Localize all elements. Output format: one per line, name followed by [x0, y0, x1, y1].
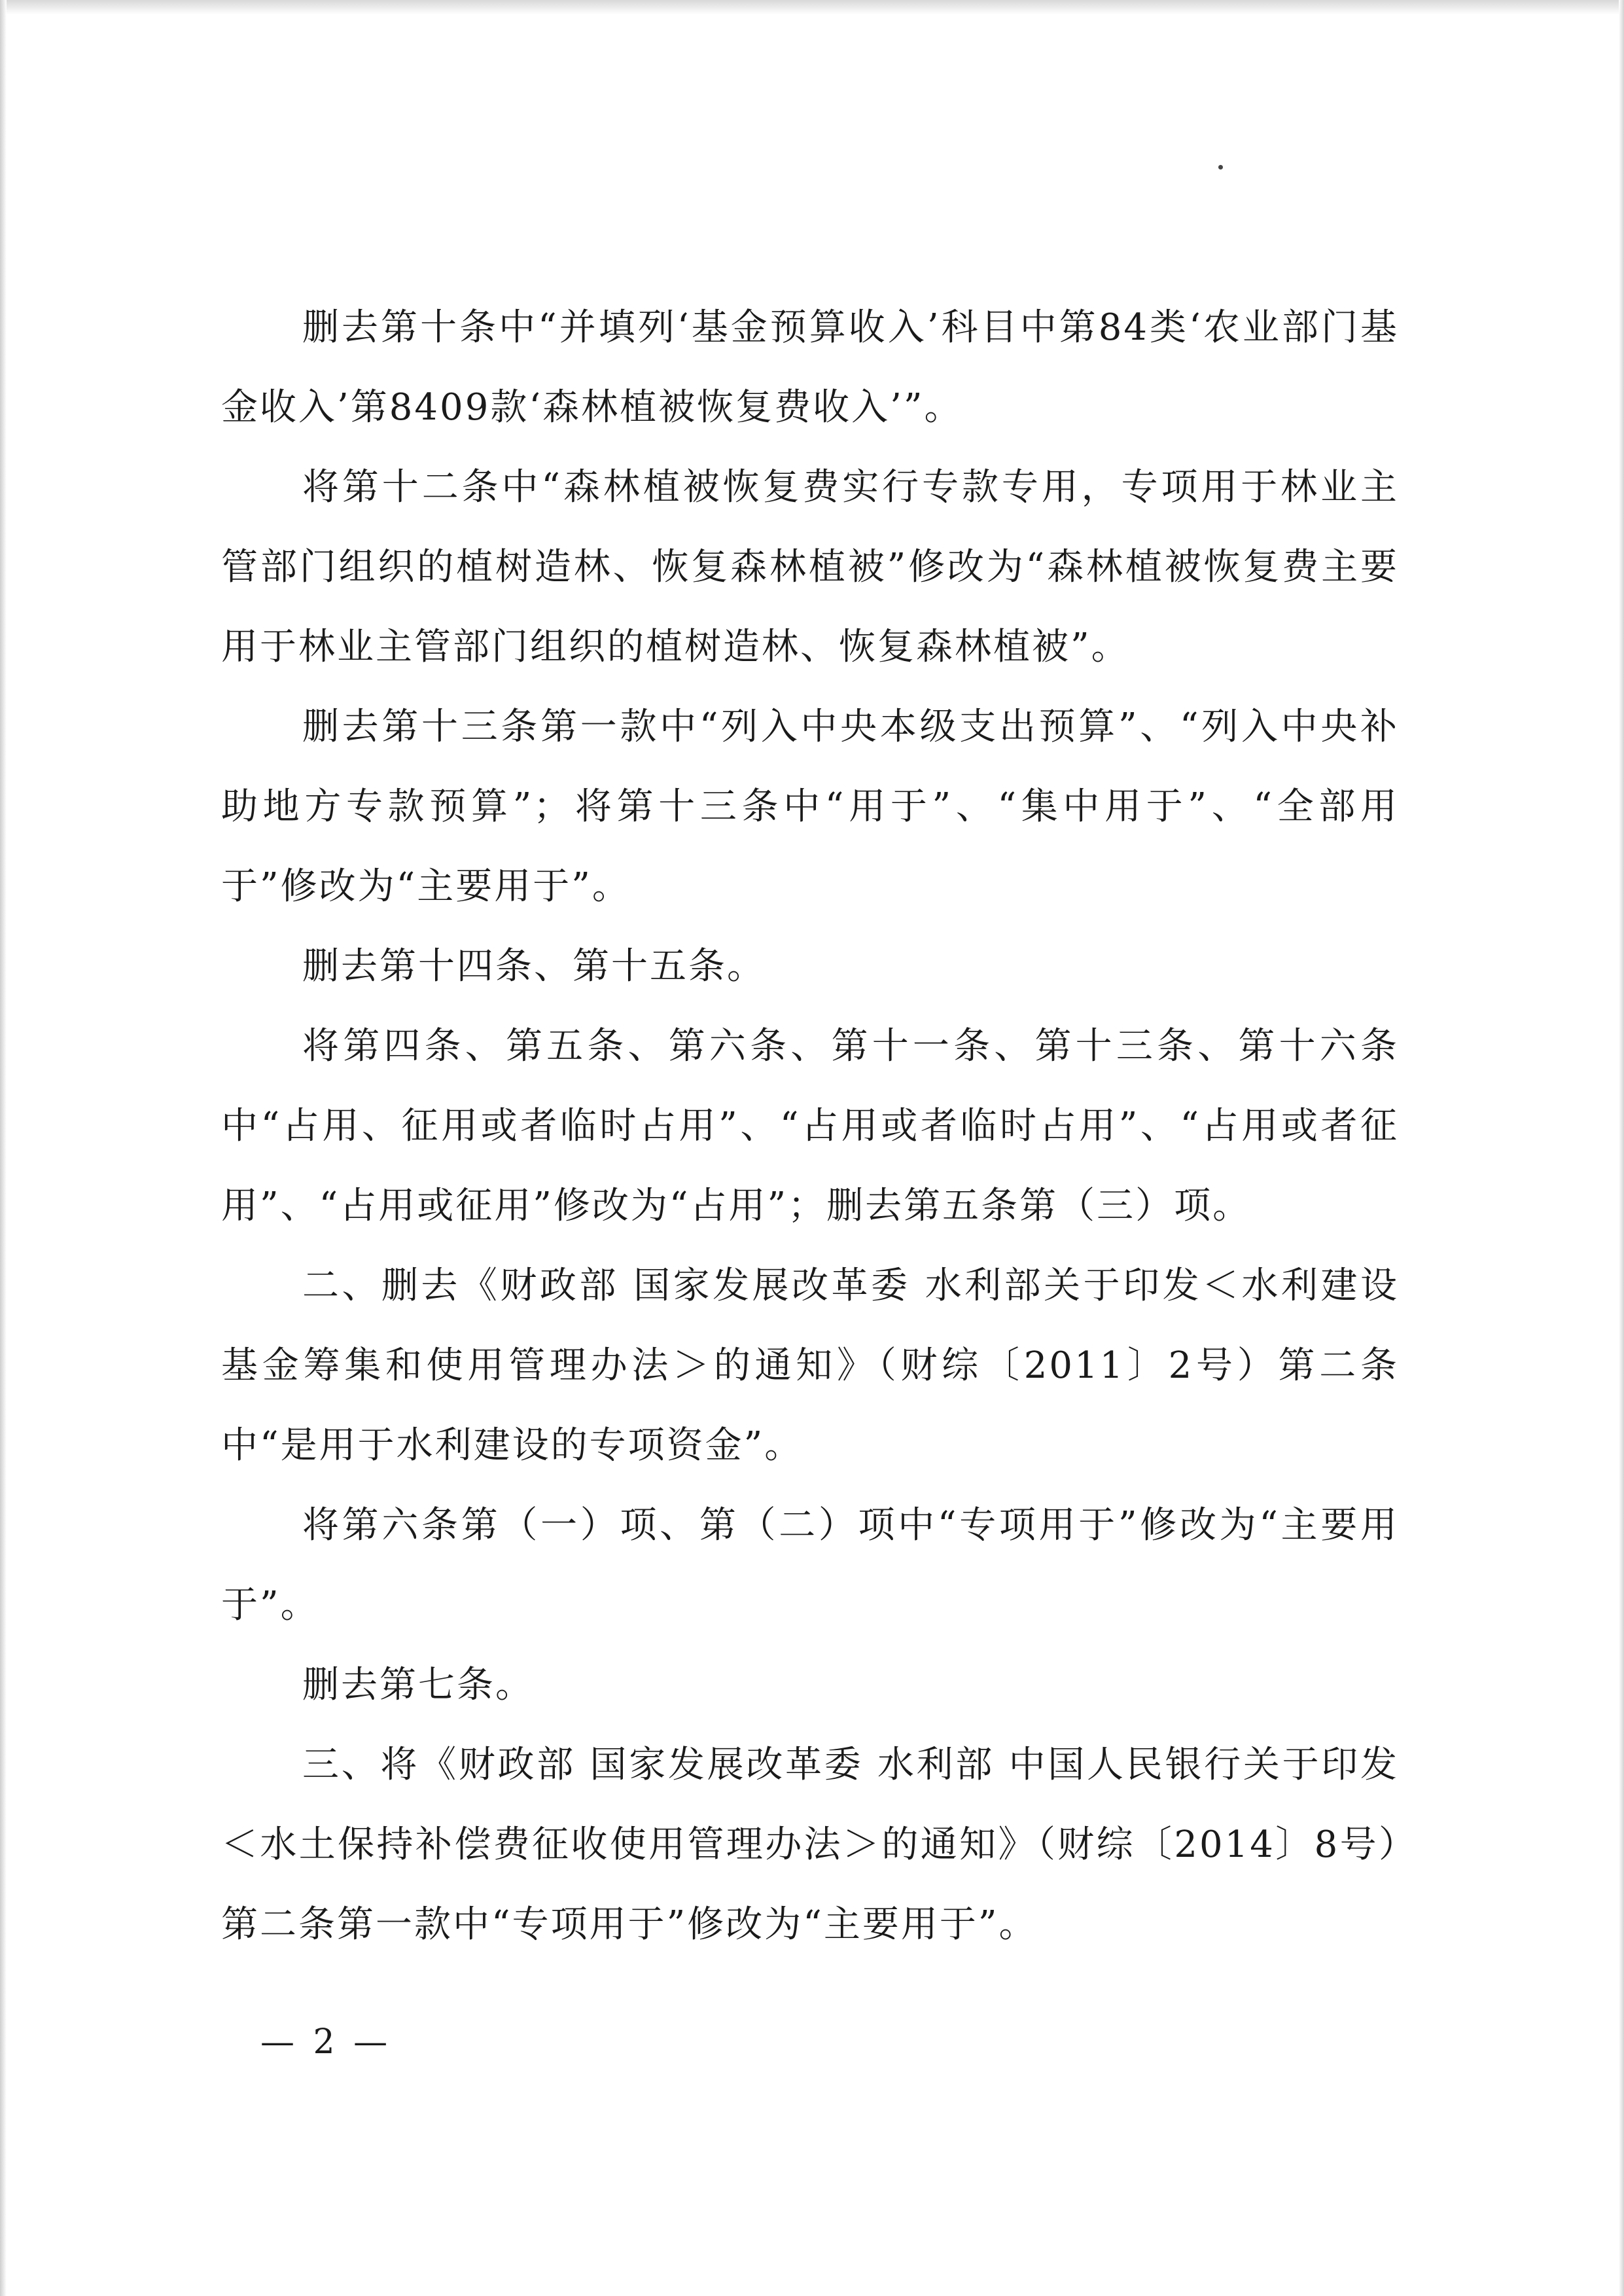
scan-edge-top	[0, 0, 1624, 14]
scan-speck	[1218, 165, 1223, 170]
document-body	[221, 288, 1399, 1965]
paragraph: 删去第七条。	[302, 1664, 534, 1706]
paragraph: 将第六条第（一）项、第（二）项中“专项用于”修改为“主要用于”。	[221, 1504, 1399, 1626]
paragraph: 将第十二条中“森林植被恢复费实行专款专用，专项用于林业主管部门组织的植树造林、恢复森林植被”修改为“森林植被恢复费主要用于林业主管部门组织的植树造林、恢复森林植被”。	[221, 466, 1399, 668]
paragraph: 二、删去《财政部 国家发展改革委 水利部关于印发＜水利建设基金筹集和使用管理办法＞的通知》（财综〔2011〕2号）第二条中“是用于水利建设的专项资金”。	[221, 1265, 1399, 1467]
paragraph: 三、将《财政部 国家发展改革委 水利部 中国人民银行关于印发＜水土保持补偿费征收使用管理办法＞的通知》（财综〔2014〕8号）第二条第一款中“专项用于”修改为“主要用于”。	[221, 1744, 1399, 1946]
paragraph: 删去第十条中“并填列‘基金预算收入’科目中第84类‘农业部门基金收入’第8409款‘森林植被恢复费收入’”。	[221, 306, 1399, 429]
paragraph: 删去第十三条第一款中“列入中央本级支出预算”、“列入中央补助地方专款预算”；将第十三条中“用于”、“集中用于”、“全部用于”修改为“主要用于”。	[221, 706, 1399, 908]
page-number: — 2 —	[260, 2022, 392, 2062]
scan-edge-right	[1619, 0, 1624, 2296]
paragraph: 删去第十四条、第十五条。	[302, 945, 766, 988]
scan-edge-left	[0, 0, 7, 2296]
paragraph: 将第四条、第五条、第六条、第十一条、第十三条、第十六条中“占用、征用或者临时占用”、“占用或者临时占用”、“占用或者征用”、“占用或征用”修改为“占用”；删去第五条第（三）项。	[221, 1025, 1399, 1227]
